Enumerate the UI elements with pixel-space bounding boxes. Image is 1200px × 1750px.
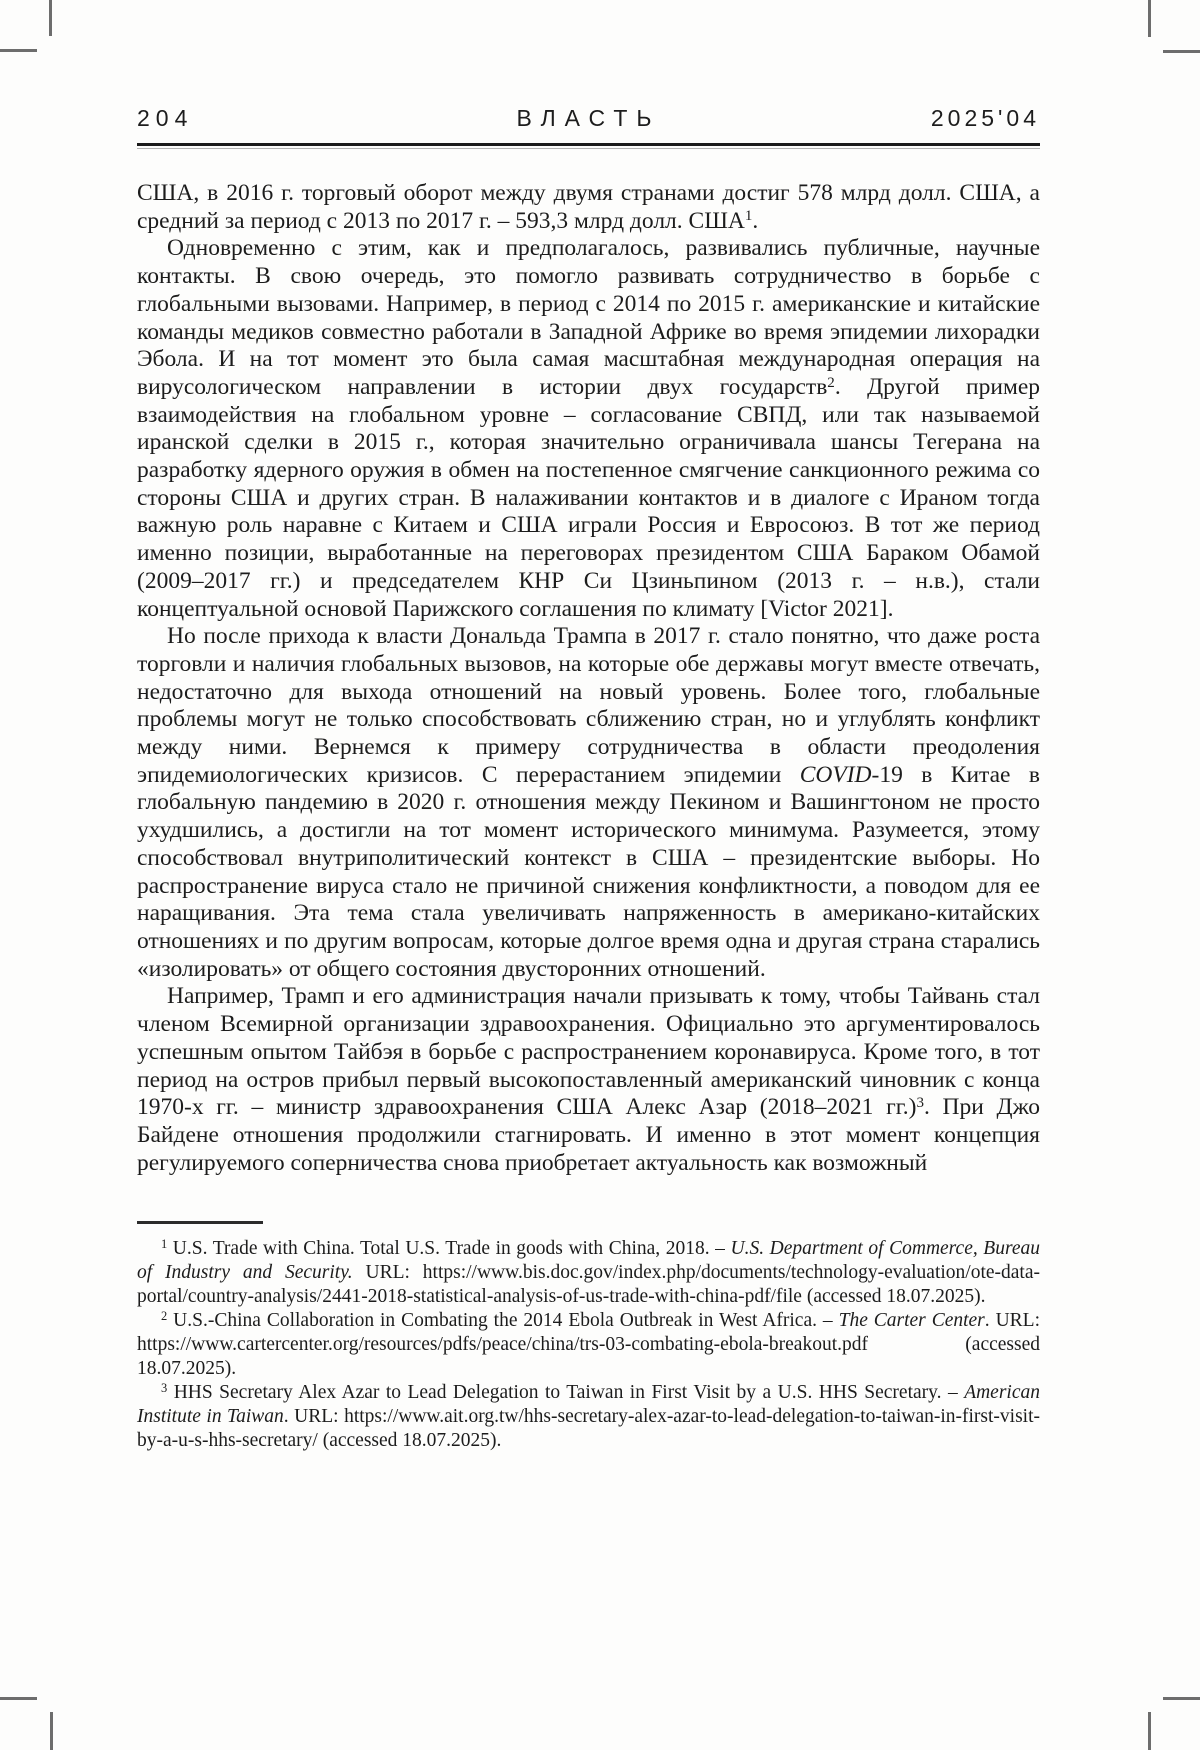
article-body — [137, 180, 1040, 1177]
page-number: 204 — [137, 105, 194, 131]
footnote-url-segment: URL: https://www.bis.doc.gov/index.php/documents/technology-evaluation/ote-data-portal/country-analysis/2441-2018-statistical-analysis-of-us-trade-with-china-pdf/file (accessed 18.07.2025). — [137, 1262, 1040, 1308]
footnote-ref-3: 3 — [916, 1094, 924, 1111]
footnote-ref-1: 1 — [744, 208, 753, 225]
header-rule — [137, 143, 1040, 146]
crop-mark-bottom-left-vertical — [50, 1712, 53, 1750]
footnote-3 — [137, 1381, 1040, 1453]
issue-number: 2025'04 — [930, 105, 1040, 131]
footnote-source-name: The Carter Center — [838, 1310, 985, 1332]
footnote-2 — [137, 1309, 1040, 1381]
body-paragraph-3 — [137, 623, 1040, 983]
text-segment: США, в 2016 г. торговый оборот между двумя странами достиг 578 млрд долл. США, а средний за период с 2013 по 2017 г. – 593,3 млрд долл. США — [137, 180, 1040, 234]
crop-mark-top-right-horizontal — [1163, 50, 1200, 53]
footnote-marker-1: 1 — [161, 1237, 168, 1252]
text-segment: . — [752, 207, 759, 234]
running-header — [137, 104, 1040, 143]
footnote-url-segment: . URL: https://www.cartercenter.org/resources/pdfs/peace/china/trs-03-combating-ebola-breakout.pdf (accessed 18.07.2025). — [137, 1310, 1040, 1379]
covid-italic-term: COVID — [799, 761, 872, 788]
header-rule-echo — [137, 148, 1040, 149]
crop-mark-top-left-horizontal — [0, 49, 37, 52]
footnote-source-name: U.S. Department of Commerce, Bureau of Industry and Security. — [137, 1238, 1040, 1284]
footnote-text-segment: HHS Secretary Alex Azar to Lead Delegation to Taiwan in First Visit by a U.S. HHS Secretary. – — [167, 1381, 965, 1403]
text-segment: . Другой пример взаимодействия на глобальном уровне – согласование СВПД, или так называемой иранской сделки в 2015 г., которая значительно ограничивала шансы Тегерана на разработку ядерного оружия в обмен на постепенное смягчение санкционного режима со стороны США и других стран. В налаживании контактов и в диалоге с Ираном тогда важную роль наравне с Китаем и США играли Россия и Евросоюз. В тот же период именно позиции, выработанные на переговорах президентом США Бараком Обамой (2009–2017 гг.) и председателем КНР Си Цзиньпином (2013 г. – н.в.), стали концептуальной основой Парижского соглашения по климату [Victor 2021]. — [137, 373, 1041, 622]
body-paragraph-1 — [137, 180, 1040, 235]
crop-mark-top-left-vertical — [49, 0, 52, 36]
footnote-text-segment: U.S. Trade with China. Total U.S. Trade in goods with China, 2018. – — [167, 1238, 731, 1260]
text-segment: Например, Трамп и его администрация начали призывать к тому, чтобы Тайвань стал членом Всемирной организации здравоохранения. Официально это аргументировалось успешным опытом Тайбэя в борьбе с распространением коронавируса. Кроме того, в тот период на остров прибыл первый высокопоставленный американский чиновник с конца 1970-х гг. – министр здравоохранения США Алекс Азар (2018–2021 гг.) — [137, 983, 1040, 1121]
footnote-url-segment: . URL: https://www.ait.org.tw/hhs-secretary-alex-azar-to-lead-delegation-to-taiwan-in-first-visit-by-a-u-s-hhs-secretary/ (accessed 18.07.2025). — [137, 1405, 1041, 1451]
text-segment: . При Джо Байдене отношения продолжили стагнировать. И именно в этот момент концепция регулируемого соперничества снова приобретает актуальность как возможный — [137, 1094, 1040, 1176]
journal-title: ВЛАСТЬ — [516, 105, 661, 131]
text-segment: -19 в Китае в глобальную пандемию в 2020 г. отношения между Пекином и Вашингтоном не просто ухудшились, а достигли на тот момент исторического минимума. Разумеется, этому способствовал внутриполитический контекст в США – президентские выборы. Но распространение вируса стало не причиной снижения конфликтности, а поводом для ее наращивания. Эта тема стала увеличивать напряженность в американо-китайских отношениях и по другим вопросам, которые долгое время одна и другая страна старались «изолировать» от общего состояния двусторонних отношений. — [137, 761, 1041, 982]
crop-mark-bottom-left-horizontal — [0, 1697, 37, 1700]
footnote-ref-2: 2 — [827, 374, 835, 391]
footnote-source-name: American Institute in Taiwan — [137, 1381, 1040, 1427]
page-content-column — [137, 104, 1040, 1452]
footnote-marker-2: 2 — [161, 1309, 168, 1324]
footnote-text-segment: U.S.-China Collaboration in Combating the 2014 Ebola Outbreak in West Africa. – — [167, 1310, 839, 1332]
body-paragraph-2 — [137, 235, 1040, 623]
footnote-separator — [137, 1221, 263, 1224]
crop-mark-top-right-vertical — [1148, 0, 1151, 37]
footnotes — [137, 1237, 1040, 1452]
footnote-1 — [137, 1237, 1040, 1309]
footnote-marker-3: 3 — [161, 1380, 168, 1395]
body-paragraph-4 — [137, 983, 1040, 1177]
crop-mark-bottom-right-vertical — [1148, 1712, 1151, 1750]
crop-mark-bottom-right-horizontal — [1163, 1697, 1200, 1700]
text-segment: Одновременно с этим, как и предполагалось, развивались публичные, научные контакты. В свою очередь, это помогло развивать сотрудничество в борьбе с глобальными вызовами. Например, в период с 2014 по 2015 г. американские и китайские команды медиков совместно работали в Западной Африке во время эпидемии лихорадки Эбола. И на тот момент это была самая масштабная международная операция на вирусологическом направлении в истории двух государств — [137, 235, 1040, 400]
text-segment: Но после прихода к власти Дональда Трампа в 2017 г. стало понятно, что даже роста торговли и наличия глобальных вызовов, на которые обе державы могут вместе отвечать, недостаточно для выхода отношений на новый уровень. Более того, глобальные проблемы могут не только способствовать сближению стран, но и углублять конфликт между ними. Вернемся к примеру сотрудничества в области преодоления эпидемиологических кризисов. С перерастанием эпидемии — [137, 623, 1040, 788]
